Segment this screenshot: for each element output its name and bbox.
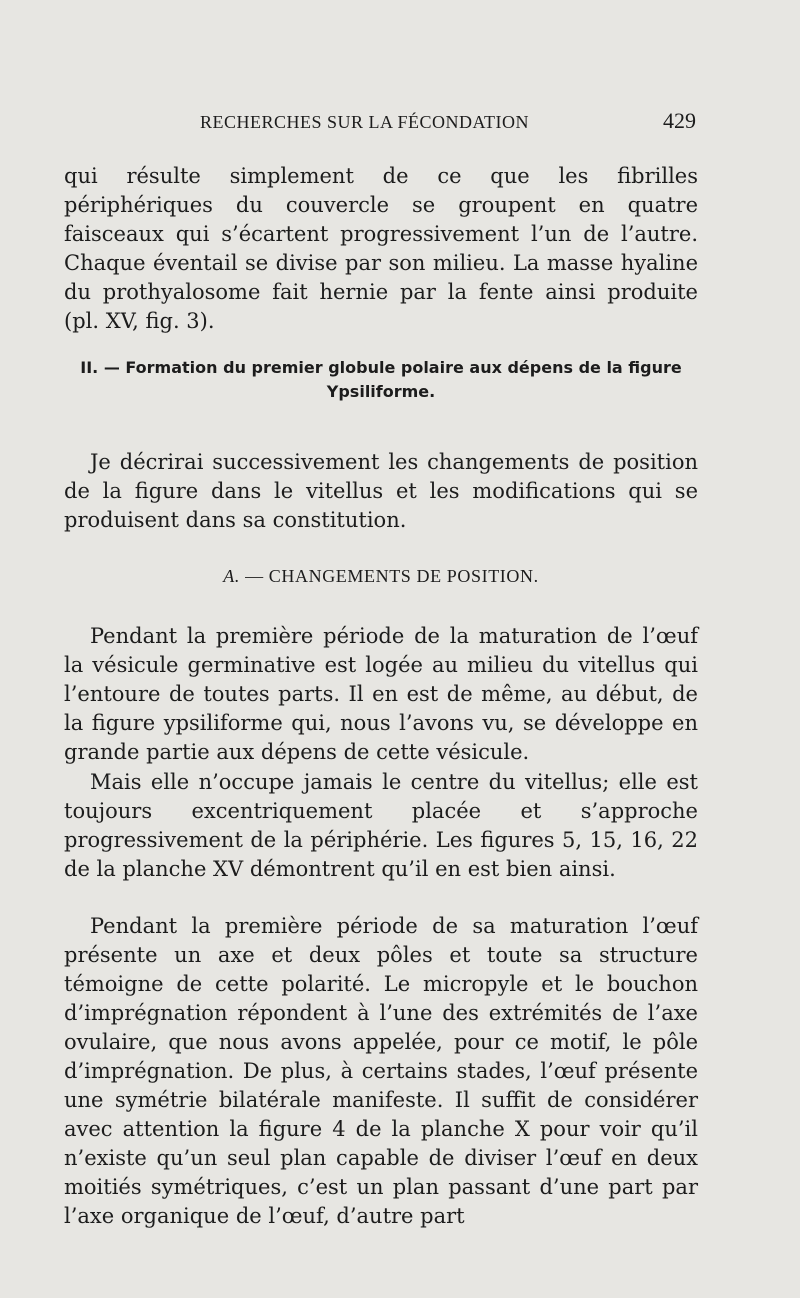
paragraph: qui résulte simplement de ce que les fibrilles périphériques du couvercle se groupent en quatre faisceaux qui s’écartent progressivement l’un de l’autre. Chaque éventail se divise par son milieu. La masse hyaline du prothyalosome fait hernie par la fente ainsi produite (pl. XV, fig. 3). [64, 164, 698, 333]
paragraph: Je décrirai successivement les changements de position de la figure dans le vitellus et les modifications qui se produisent dans sa constitution. [64, 450, 698, 532]
section-heading: II. — Formation du premier globule polaire aux dépens de la figure Ypsiliforme. [80, 358, 682, 401]
paragraph: Pendant la première période de la maturation de l’œuf la vésicule germinative est logée au milieu du vitellus qui l’entoure de toutes parts. Il en est de même, au début, de la figure ypsiliforme qui, nous l’avons vu, se développe en grande partie aux dépens de cette vésicule. [64, 624, 698, 764]
paragraph: Mais elle n’occupe jamais le centre du vitellus; elle est toujours excentriquement placée et s’approche progressivement de la périphérie. Les figures 5, 15, 16, 22 de la planche XV démontrent qu’il en est bien ainsi. [64, 770, 698, 881]
subsection-title: — CHANGEMENTS DE POSITION. [240, 566, 539, 586]
paragraph: Pendant la première période de sa maturation l’œuf présente un axe et deux pôles et toute sa structure témoigne de cette polarité. Le micropyle et le bouchon d’imprégnation répondent à l’une des extrémités de l’axe ovulaire, que nous avons appelée, pour ce motif, le pôle d’imprégnation. De plus, à certains stades, l’œuf présente une symétrie bilatérale manifeste. Il suffit de considérer avec attention la figure 4 de la planche X pour voir qu’il n’existe qu’un seul plan capable de diviser l’œuf en deux moitiés symétriques, c’est un plan passant d’une part par l’axe organique de l’œuf, d’autre part [64, 914, 698, 1228]
page-number: 429 [663, 108, 696, 133]
page-header [200, 108, 700, 138]
running-title: RECHERCHES SUR LA FÉCONDATION [200, 112, 530, 132]
subsection-heading [64, 566, 698, 587]
subsection-letter: A. [223, 566, 240, 586]
